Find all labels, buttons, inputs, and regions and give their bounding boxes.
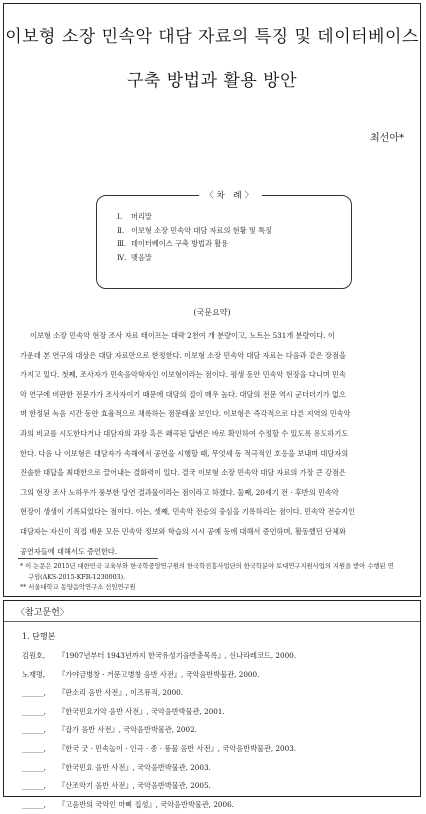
toc-item-text: 데이터베이스 구축 방법과 활용 [131,239,229,248]
toc-item-text: 맺음말 [131,252,152,262]
reference-item [22,796,418,814]
reference-text: 『한국민요 음반 사전』, 국악음반박물관, 2003. [58,762,211,772]
abstract-line: 현장이 생생이 기록되었다는 점이다. 이는, 셋째, 민속악 전승의 중심을 기록하리는 점이다. 민속악 전승지인 [20,507,356,517]
author-name: 최선아* [370,133,404,144]
abstract-line: 그의 현장 조사 노하우가 풍부한 당연 결과물이라는 점이라고 하겠다. 둘째, 20세기 전 · 후반의 민속악 [20,487,339,497]
abstract-line: 한다. 다음 나 이보형은 대담자가 속해에서 공연을 시행할 때, 무엇세 동 적극적인 호응을 보내며 대담자의 [20,448,349,458]
toc-item [117,251,272,265]
paper-first-page [3,3,421,597]
reference-item [22,721,418,740]
reference-author: ______, [22,799,46,809]
footnotes [20,562,410,594]
reference-text: 『가야금병창 · 거문고병창 음반 사전』, 국악음반박물관, 2000. [58,669,260,679]
reference-text: 『판소리 음반 사전』, 이즈뮤직, 2000. [58,688,184,698]
footnote-line: * 이 논문은 2015년 대한민국 교육부와 한국학중앙연구원의 한국학진흥사업단의 한국학분야 토대연구지원사업의 지원을 받아 수행된 연 [20,563,394,570]
toc-item-number: Ⅳ. [117,252,127,262]
reference-author: 노재명, [22,669,46,679]
reference-list [22,647,418,814]
abstract-line: 며 한정된 녹음 시간 동안 효율적으로 채록하는 점문태울 보인다. 이보형은 즉각적으로 다른 지역의 민속악 [20,409,351,419]
reference-text: 『잡가 음반 사전』, 국악음반박물관, 2002. [58,725,197,735]
reference-text: 『1907년부터 1943년까지 한국유성기음반총목록』, 신나라레코드, 2000. [58,651,296,660]
footnote-line: 구임(AKS-2015-KFR-1230003). [28,573,126,581]
reference-author: ______, [22,743,46,753]
paper-title-line2: 구축 방법과 활용 방안 [126,71,297,91]
abstract-heading: (국문요약) [193,308,231,317]
reference-item [22,666,418,685]
toc-item [117,237,272,251]
reference-text: 『한국민요기악 음반 사전』, 국악음반박물관, 2001. [58,706,225,716]
abstract-line: 대담자는 자신이 직접 배운 모든 민속악 정보와 학습의 시시 공예 등에 대해서 증언하며, 활동했던 단체와 [20,526,346,536]
toc-item-number: Ⅱ. [117,225,125,235]
references-divider [4,621,420,622]
toc-item-number: Ⅲ. [117,239,127,248]
footnote-divider [18,558,158,559]
paper-title-line1: 이보형 소장 민속악 대담 자료의 특징 및 데이터베이스 [5,27,419,47]
reference-author: ______, [22,762,46,772]
reference-item [22,759,418,778]
reference-text: 『고음반의 국악인 마삐 집성』, 국악음반박물관, 2006. [58,799,234,809]
footnote-line: ** 서울대학교 동양음악연구소 선임연구원 [20,584,136,591]
toc-item-number: Ⅰ. [117,212,123,221]
reference-item [22,703,418,722]
abstract-line: 악 연구에 비판한 전문가가 조사자이기 때문에 대담의 질이 매우 높다. 대담의 전문 역시 군더더기가 없으 [20,389,346,399]
references-page [3,600,421,809]
abstract-line: 이보형 소장 민속악 현장 조사 자료 테이프는 대략 2천여 개 분량이고, 노트는 531개 분량이다. 이 [30,331,335,340]
abstract-line: 가운데 본 연구의 대상은 대담 자료만으로 한정한다. 이보형 소장 민속악 대담 자료는 다음과 같은 장점을 [20,350,346,360]
reference-author: ______, [22,706,46,716]
toc-item-text: 이보형 소장 민속악 대담 자료의 현황 및 특징 [131,225,272,235]
reference-item [22,647,418,666]
reference-text: 『산조악기 음반 사전』, 국악음반박물관, 2005. [58,781,211,791]
abstract-line: 과의 비교를 시도한다거나 대담자의 과장 혹은 왜곡된 답변은 바로 확인하여 수정할 수 있도록 유도하기도 [20,428,349,438]
reference-item [22,777,418,796]
reference-item [22,740,418,759]
reference-text: 『한국 굿 · 민속놀이 · 인극 · 종 · 풍물 음반 사전』, 국악음반박물관, 2003. [58,743,297,753]
toc-item-text: 머리말 [131,212,152,221]
toc-heading: 〈차 례〉 [199,189,262,201]
reference-item [22,684,418,703]
toc-item [117,224,272,238]
abstract-body [20,326,406,561]
reference-author: ______, [22,725,46,735]
toc-item [117,210,272,224]
reference-author: ______, [22,781,46,791]
abstract-line: 가지고 있다. 첫째, 조사자가 민속음악학자인 이보형이라는 점이다. 평생 동안 민속악 현장을 다니며 민속 [20,370,346,380]
abstract-line: 공연자들에 대해서도 증언한다. [20,546,118,556]
table-of-contents [96,191,352,289]
references-heading: 〈참고문헌〉 [16,608,69,618]
abstract-line: 진솔한 대답을 최대한으로 끌어내는 결화력이 있다. 결국 이보형 소장 민속악 대담 자료의 가장 큰 강점은 [20,468,346,478]
references-section-title: 1. 단행본 [22,632,56,641]
toc-list [117,210,272,264]
reference-author: ______, [22,688,46,698]
reference-author: 김원호, [22,651,46,660]
